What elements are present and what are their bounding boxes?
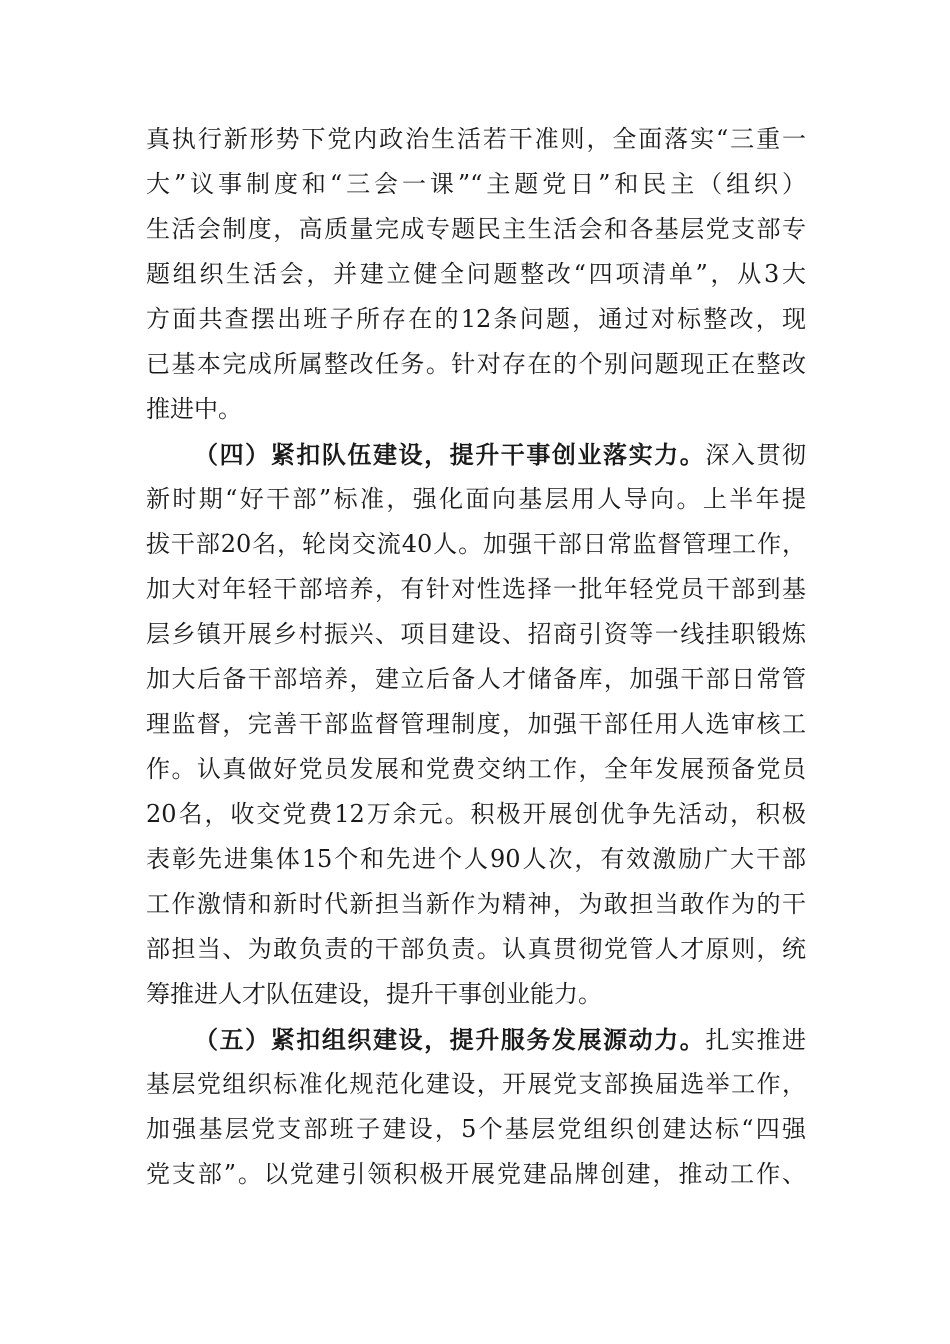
text-run: 深入贯彻 bbox=[705, 441, 807, 469]
text-line: 党支部”。以党建引领积极开展党建品牌创建，推动工作、 bbox=[146, 1160, 806, 1188]
text-line: 筹推进人才队伍建设，提升干事创业能力。 bbox=[146, 980, 602, 1008]
text-line: 拔干部20名，轮岗交流40人。加强干部日常监督管理工作， bbox=[146, 530, 806, 558]
text-line: 加强基层党支部班子建设，5个基层党组织创建达标“四强 bbox=[146, 1115, 806, 1143]
text-line: 题组织生活会，并建立健全问题整改“四项清单”，从3大 bbox=[146, 260, 806, 288]
text-line: 部担当、为敢负责的干部负责。认真贯彻党管人才原则，统 bbox=[146, 935, 806, 963]
text-line: 20名，收交党费12万余元。积极开展创优争先活动，积极 bbox=[146, 800, 806, 828]
text-line: 理监督，完善干部监督管理制度，加强干部任用人选审核工 bbox=[146, 710, 806, 738]
text-line: 方面共查摆出班子所存在的12条问题，通过对标整改，现 bbox=[146, 305, 806, 333]
text-line: 真执行新形势下党内政治生活若干准则，全面落实“三重一 bbox=[146, 125, 806, 153]
text-line: 大”议事制度和“三会一课”“主题党日”和民主（组织） bbox=[146, 170, 806, 198]
text-line: 层乡镇开展乡村振兴、项目建设、招商引资等一线挂职锻炼 bbox=[146, 620, 806, 648]
section-heading-5: （五）紧扣组织建设，提升服务发展源动力。 bbox=[194, 1025, 706, 1054]
text-line: 工作激情和新时代新担当新作为精神，为敢担当敢作为的干 bbox=[146, 890, 806, 918]
text-line: 基层党组织标准化规范化建设，开展党支部换届选举工作， bbox=[146, 1070, 806, 1098]
paragraph-4-team-building bbox=[146, 432, 806, 1017]
text-line: 表彰先进集体15个和先进个人90人次，有效激励广大干部 bbox=[146, 845, 806, 873]
text-line: 作。认真做好党员发展和党费交纳工作，全年发展预备党员 bbox=[146, 755, 806, 783]
text-line: 已基本完成所属整改任务。针对存在的个别问题现正在整改 bbox=[146, 350, 806, 378]
paragraph-5-organization-building bbox=[146, 1017, 806, 1197]
text-line: 生活会制度，高质量完成专题民主生活会和各基层党支部专 bbox=[146, 215, 806, 243]
text-line: 加大后备干部培养，建立后备人才储备库，加强干部日常管 bbox=[146, 665, 806, 693]
text-run: 扎实推进 bbox=[705, 1026, 807, 1054]
section-heading-4: （四）紧扣队伍建设，提升干事创业落实力。 bbox=[194, 440, 706, 469]
text-line: 加大对年轻干部培养，有针对性选择一批年轻党员干部到基 bbox=[146, 575, 806, 603]
paragraph-first-line bbox=[146, 432, 806, 477]
paragraph-first-line bbox=[146, 1017, 806, 1062]
text-line: 推进中。 bbox=[146, 395, 242, 423]
text-line: 新时期“好干部”标准，强化面向基层用人导向。上半年提 bbox=[146, 485, 806, 513]
paragraph-1 bbox=[146, 117, 806, 432]
document-body bbox=[146, 117, 806, 1197]
